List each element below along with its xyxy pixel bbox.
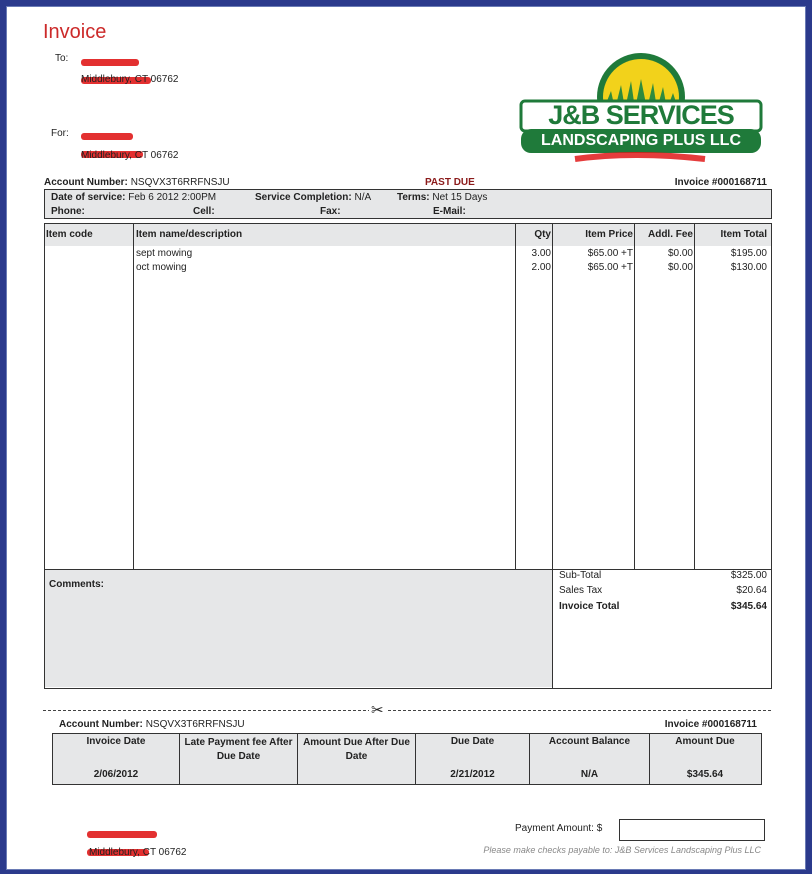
stub-amount-due: $345.64 <box>686 769 724 780</box>
service-completion <box>255 192 371 203</box>
fax-label: Fax: <box>320 206 341 217</box>
invoice-title: Invoice <box>43 21 107 43</box>
row-price: $65.00 +T <box>587 262 633 273</box>
col-item-code: Item code <box>46 229 93 240</box>
row-qty: 3.00 <box>531 248 551 259</box>
cell-label: Cell: <box>193 206 215 217</box>
row-name: sept mowing <box>136 248 193 259</box>
row-qty: 2.00 <box>531 262 551 273</box>
stub-col-due-date: Due Date <box>450 736 495 747</box>
subtotal-value: $325.00 <box>730 570 767 581</box>
logo-line1: J&B SERVICES <box>548 100 734 130</box>
stub-col-late-fee: Late Payment fee After Due Date <box>184 737 293 762</box>
stub-col-invoice-date: Invoice Date <box>86 736 146 747</box>
to-label: To: <box>55 53 69 64</box>
invoice-number: Invoice #000168711 <box>674 177 767 188</box>
invoice-total-label: Invoice Total <box>559 601 620 612</box>
footer-city: Middlebury, CT 06762 <box>89 847 187 858</box>
past-due-status: PAST DUE <box>425 177 475 188</box>
stub-invoice-date: 2/06/2012 <box>93 769 139 780</box>
for-city: Middlebury, CT 06762 <box>81 150 179 161</box>
col-addl-fee: Addl. Fee <box>647 229 693 240</box>
stub-col-amount-due: Amount Due <box>675 736 735 747</box>
date-value: Feb 6 2012 2:00PM <box>128 192 217 203</box>
col-item-price: Item Price <box>585 229 633 240</box>
account-row <box>44 177 230 188</box>
col-qty: Qty <box>534 229 551 240</box>
row-fee: $0.00 <box>667 262 693 273</box>
subtotal-label: Sub-Total <box>559 570 602 581</box>
scissors-icon: ✂ <box>371 702 384 719</box>
invoice-total-value: $345.64 <box>730 601 767 612</box>
stub-balance: N/A <box>580 769 599 780</box>
account-label: Account Number: <box>44 177 128 188</box>
comments-box <box>45 570 552 687</box>
row-fee: $0.00 <box>667 248 693 259</box>
terms-label: Terms: <box>397 192 430 203</box>
stub-account-row <box>59 719 245 730</box>
to-city: Middlebury, CT 06762 <box>81 74 179 85</box>
col-item-total: Item Total <box>720 229 767 240</box>
row-total: $195.00 <box>730 248 767 259</box>
date-label: Date of service: <box>51 192 126 203</box>
tax-value: $20.64 <box>736 585 767 596</box>
company-logo <box>515 51 767 169</box>
stub-invoice-number: Invoice #000168711 <box>664 719 757 730</box>
stub-col-amount-after: Amount Due After Due Date <box>303 737 410 762</box>
stub-col-balance: Account Balance <box>548 736 631 747</box>
tax-label: Sales Tax <box>559 585 603 596</box>
terms <box>397 192 487 203</box>
phone-label: Phone: <box>51 206 85 217</box>
comments-label: Comments: <box>49 579 105 590</box>
row-name: oct mowing <box>136 262 187 273</box>
payable-note: Please make checks payable to: J&B Services Landscaping Plus LLC <box>483 845 761 855</box>
completion-value: N/A <box>354 192 372 203</box>
row-total: $130.00 <box>730 262 767 273</box>
account-number: NSQVX3T6RRFNSJU <box>130 177 230 188</box>
for-label: For: <box>51 128 69 139</box>
terms-value: Net 15 Days <box>432 192 488 203</box>
row-price: $65.00 +T <box>587 248 633 259</box>
stub-account-number: NSQVX3T6RRFNSJU <box>145 719 245 730</box>
logo-line2: LANDSCAPING PLUS LLC <box>541 132 741 149</box>
completion-label: Service Completion: <box>255 192 352 203</box>
invoice-page <box>6 6 806 870</box>
stub-account-label: Account Number: <box>59 719 143 730</box>
payment-amount-input[interactable] <box>619 819 765 841</box>
date-of-service <box>51 192 216 203</box>
payment-label: Payment Amount: $ <box>515 823 603 834</box>
email-label: E-Mail: <box>433 206 466 217</box>
col-item-name: Item name/description <box>136 229 243 240</box>
tear-line <box>43 710 771 711</box>
stub-due-date: 2/21/2012 <box>450 769 495 780</box>
